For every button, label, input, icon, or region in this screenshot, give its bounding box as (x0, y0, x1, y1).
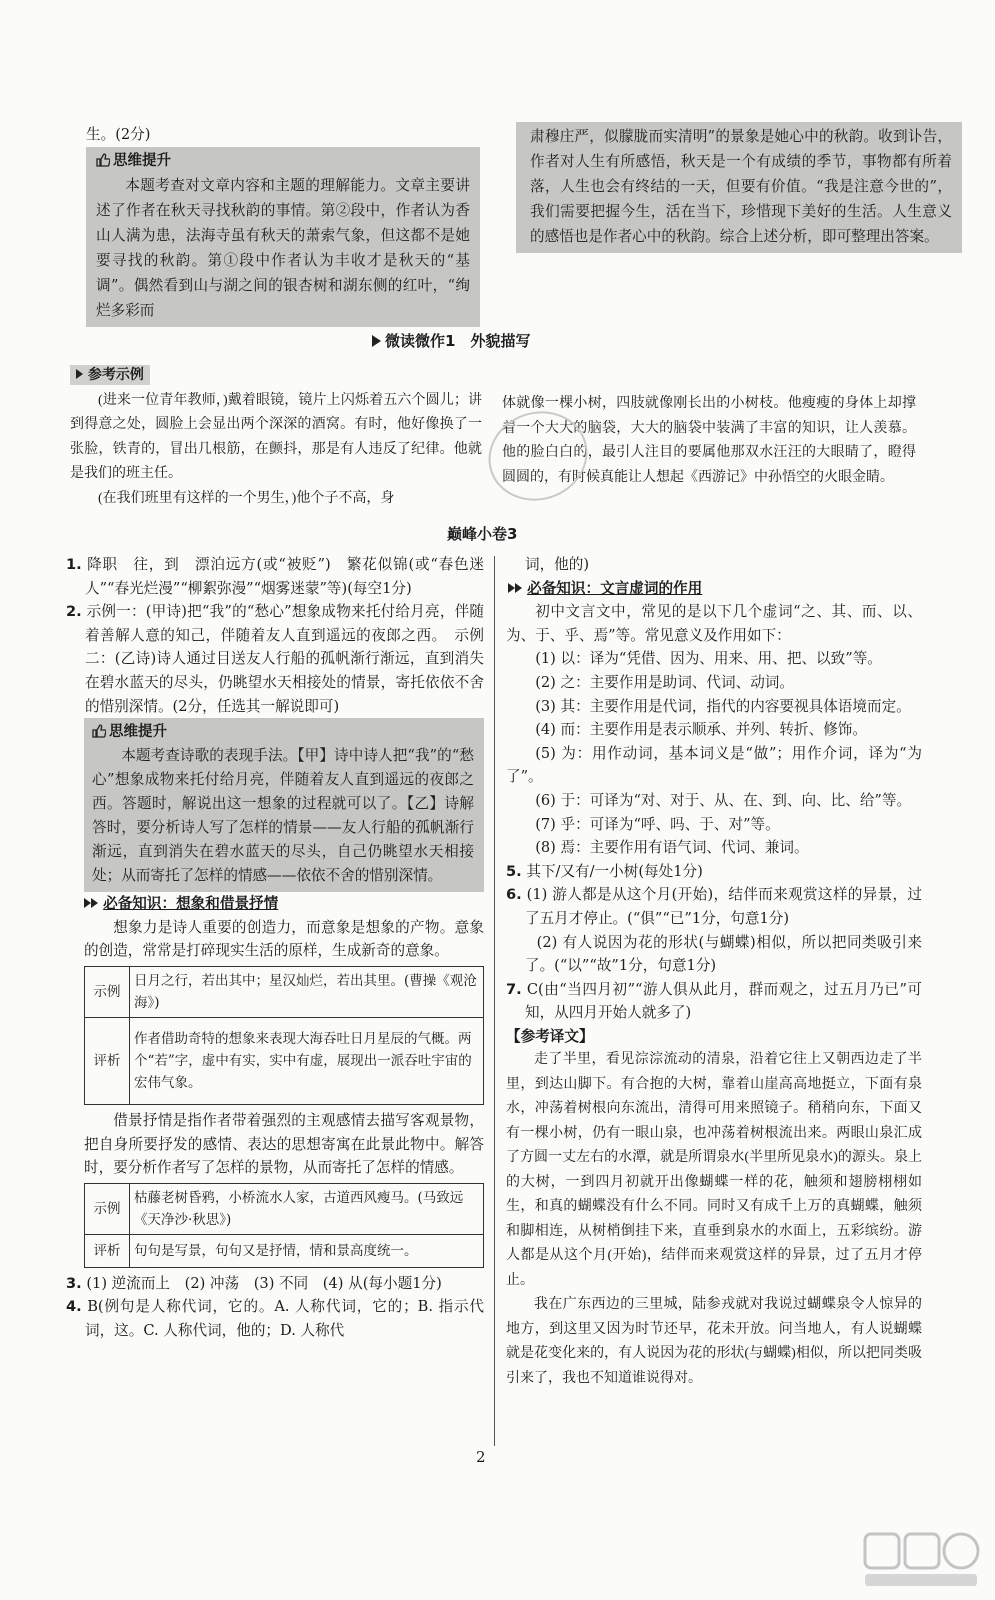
thinking-box-title: 思维提升 (96, 149, 470, 173)
knowledge-2-title: 必备知识：文言虚词的作用 (506, 577, 922, 601)
quiz-left-column (66, 553, 484, 1343)
answer-1: 1. 降职 往，到 漂泊远方(或“被贬”) 繁花似锦(或“春色迷人”“春光烂漫”“柳絮弥漫”“烟雾迷蒙”等)(每空1分) (66, 556, 485, 597)
translation-paragraph-2: 我在广东西边的三里城，陆参戎就对我说过蝴蝶泉令人惊异的地方，到这里又因为时节还早，花未开放。问当地人，有人说蝴蝶就是花变化来的，有人说因为花的形状(与蝴蝶)相似，所以把同类吸引来了，我也不知道谁说得对。 (506, 1297, 922, 1386)
thinking-box-continued-text: 肃穆庄严，似朦胧而实清明”的景象是她心中的秋韵。收到讣告，作者对人生有所感悟，秋天是一个有成绩的季节，事物都有所着落，人生也会有终结的一天，但要有价值。“我是注意今世的”，我们需要把握今生，活在当下，珍惜现下美好的生活。人生意义的感悟也是作者心中的秋韵。综合上述分析，即可整理出答案。 (530, 128, 952, 245)
example-paragraph-3: 体就像一棵小树，四肢就像刚长出的小树枝。他瘦瘦的身体上却撑着一个大大的脑袋，大大的脑袋中装满了丰富的知识，让人羡慕。他的脸白白的，最引人注目的要属他那双水汪汪的大眼睛了，瞪得圆圆的，有时候真能让人想起《西游记》中孙悟空的火眼金睛。 (502, 396, 916, 485)
table-label: 评析 (85, 1017, 130, 1104)
table-cell: 日月之行，若出其中；星汉灿烂，若出其里。(曹操《观沧海》) (130, 966, 484, 1017)
table-cell: 枯藤老树昏鸦，小桥流水人家，古道西风瘦马。(马致远《天净沙·秋思》) (130, 1183, 484, 1234)
arrow-icon (91, 898, 98, 908)
answer-5: 5. 其下/又有/一小树(每处1分) (506, 862, 703, 880)
table-row (85, 1017, 484, 1104)
thinking-box-2 (84, 718, 484, 892)
table-cell: 作者借助奇特的想象来表现大海吞吐日月星辰的气概。两个“若”字，虚中有实，实中有虚，展现出一派吞吐宇宙的宏伟气象。 (130, 1017, 484, 1104)
triangle-icon (372, 335, 381, 347)
arrow-icon (515, 583, 522, 593)
arrow-icon (84, 898, 91, 908)
xuci-item: (6) 于：可译为“对、对于、从、在、到、向、比、给”等。 (535, 791, 912, 809)
answer-4-continued: 词，他的) (524, 556, 590, 573)
table-label: 示例 (85, 966, 130, 1017)
xuci-item: (5) 为：用作动词，基本词义是“做”；用作介词，译为“为了”。 (506, 744, 922, 786)
answer-3: 3. (1) 逆流而上 (2) 冲荡 (3) 不同 (4) 从(每小题1分) (66, 1274, 442, 1292)
knowledge-block-1 (84, 892, 484, 1268)
thumbs-up-icon (92, 724, 106, 738)
xuci-item: (2) 之：主要作用是助词、代词、动词。 (535, 673, 794, 691)
example-table-2 (84, 1183, 484, 1268)
micro-left-column (70, 364, 482, 511)
xuci-item: (7) 乎：可译为“呼、吗、于、对”等。 (535, 815, 780, 833)
example-table-1 (84, 966, 484, 1105)
arrow-icon (508, 583, 515, 593)
top-right-column (516, 122, 962, 253)
xuci-item: (3) 其：主要作用是代词，指代的内容要视具体语境而定。 (535, 697, 911, 715)
translation-title: 【参考译文】 (506, 1027, 594, 1045)
micro-heading: 微读微作1 外貌描写 (372, 330, 530, 351)
knowledge-1-text: 想象力是诗人重要的创造力，而意象是想象的产物。意象的创造，常常是打碎现实生活的原样，生成新奇的意象。 (84, 918, 484, 960)
translation-paragraph-1: 走了半里，看见淙淙流动的清泉，沿着它往上又朝西边走了半里，到达山脚下。有合抱的大树，靠着山崖高高地挺立，下面有泉水，冲荡着树根向东流出，清得可用来照镜子。稍稍向东，下面又有一棵小树，仍有一眼山泉，也冲荡着树根流出来。两眼山泉汇成了方圆一丈左右的水潭，就是所谓泉水(半里所见泉水)的源头。泉上的大树，一到四月初就开出像蝴蝶一样的花，触须和翅膀栩栩如生，和真的蝴蝶没有什么不同。同时又有成千上万的真蝴蝶，触须和脚相连，从树梢倒挂下来，直垂到泉水的水面上，五彩缤纷。游人都是从这个月(开始)，结伴而来观赏这样的异景，过了五月才停止。 (506, 1052, 922, 1288)
table-label: 评析 (85, 1234, 130, 1267)
thinking-box-2-title: 思维提升 (92, 720, 474, 744)
example-paragraph-1: (进来一位青年教师，)戴着眼镜，镜片上闪烁着五六个圆儿；讲到得意之处，圆脸上会显出两个深深的酒窝。有时，他好像换了一张脸，铁青的，冒出几根筋，在颤抖，那是有人违反了纪律。他就是我们的班主任。 (70, 392, 482, 481)
reference-example-label: 参考示例 (70, 365, 150, 385)
table-row (85, 1234, 484, 1267)
thinking-box (86, 147, 480, 327)
table-cell: 句句是写景，句句又是抒情，情和景高度统一。 (130, 1234, 484, 1267)
thumbs-up-icon (96, 153, 110, 167)
table-row (85, 966, 484, 1017)
knowledge-1-title: 必备知识：想象和借景抒情 (84, 892, 484, 916)
answer-6-part-2: (2) 有人说因为花的形状(与蝴蝶)相似，所以把同类吸引来了。(“以”“故”1分，句意1分) (524, 933, 922, 975)
answer-2: 2. 示例一：(甲诗)把“我”的“愁心”想象成物来托付给月亮，伴随着善解人意的知己，伴随着友人直到遥远的夜郎之西。 示例二：(乙诗)诗人通过目送友人行船的孤帆渐行渐远，直到消失在碧水蓝天的尽头，仍眺望水天相接处的情景，寄托依依不舍的惜别深情。(2分，任选其一解说即可) (66, 603, 485, 715)
page-number: 2 (476, 1448, 486, 1466)
answer-6: 6. (1) 游人都是从这个月(开始)，结伴而来观赏这样的异景，过了五月才停止。(“俱”“已”1分，句意1分) (506, 886, 923, 927)
xuci-item: (4) 而：主要作用是表示顺承、并列、转折、修饰。 (535, 721, 867, 739)
xuci-item: (8) 焉：主要作用有语气词、代词、兼词。 (535, 839, 809, 857)
top-left-column (86, 122, 480, 327)
label-triangle-icon (76, 369, 83, 379)
corner-logo-icon (861, 1530, 981, 1590)
quiz-right-column (506, 553, 922, 1391)
xuci-item: (1) 以：译为“凭借、因为、用来、用、把、以致”等。 (535, 650, 882, 668)
column-divider (494, 556, 495, 1446)
knowledge-1-text-2: 借景抒情是指作者带着强烈的主观感情去描写客观景物，把自身所要抒发的感情、表达的思想寄寓在此景此物中。解答时，要分析作者写了怎样的景物，从而寄托了怎样的情感。 (84, 1111, 484, 1177)
knowledge-2-text: 初中文言文中，常见的是以下几个虚词“之、其、而、以、为、于、乎、焉”等。常见意义及作用如下： (506, 603, 922, 644)
thinking-box-2-text: 本题考查诗歌的表现手法。【甲】诗中诗人把“我”的“愁心”想象成物来托付给月亮，伴随着友人直到遥远的夜郎之西。答题时，解说出这一想象的过程就可以了。【乙】诗解答时，要分析诗人写了怎样的情景——友人行船的孤帆渐行渐远，直到消失在碧水蓝天的尽头，自己仍眺望水天相接处；从而寄托了怎样的情感——依依不舍的惜别深情。 (92, 747, 474, 885)
quiz-heading: 巅峰小卷3 (447, 525, 518, 543)
answer-tail: 生。(2分) (86, 126, 151, 143)
answer-7: 7. C(由“当四月初”“游人俱从此月，群而观之，过五月乃已”可知，从四月开始人就多了) (506, 980, 922, 1022)
table-row (85, 1183, 484, 1234)
answer-4: 4. B(例句是人称代词，它的。A. 人称代词，它的；B. 指示代词，这。C. 人称代词，他的；D. 人称代 (66, 1298, 485, 1339)
example-paragraph-2: (在我们班里有这样的一个男生，)他个子不高，身 (98, 490, 395, 506)
thinking-box-text: 本题考查对文章内容和主题的理解能力。文章主要讲述了作者在秋天寻找秋韵的事情。第②段中，作者认为香山人满为患，法海寺虽有秋天的萧索气象，但这都不是她要寻找的秋韵。第①段中作者认为丰收才是秋天的“基调”。偶然看到山与湖之间的银杏树和湖东侧的红叶，“绚烂多彩而 (96, 177, 470, 319)
table-label: 示例 (85, 1183, 130, 1234)
corner-logo (861, 1530, 981, 1590)
thinking-box-continued (516, 122, 962, 253)
